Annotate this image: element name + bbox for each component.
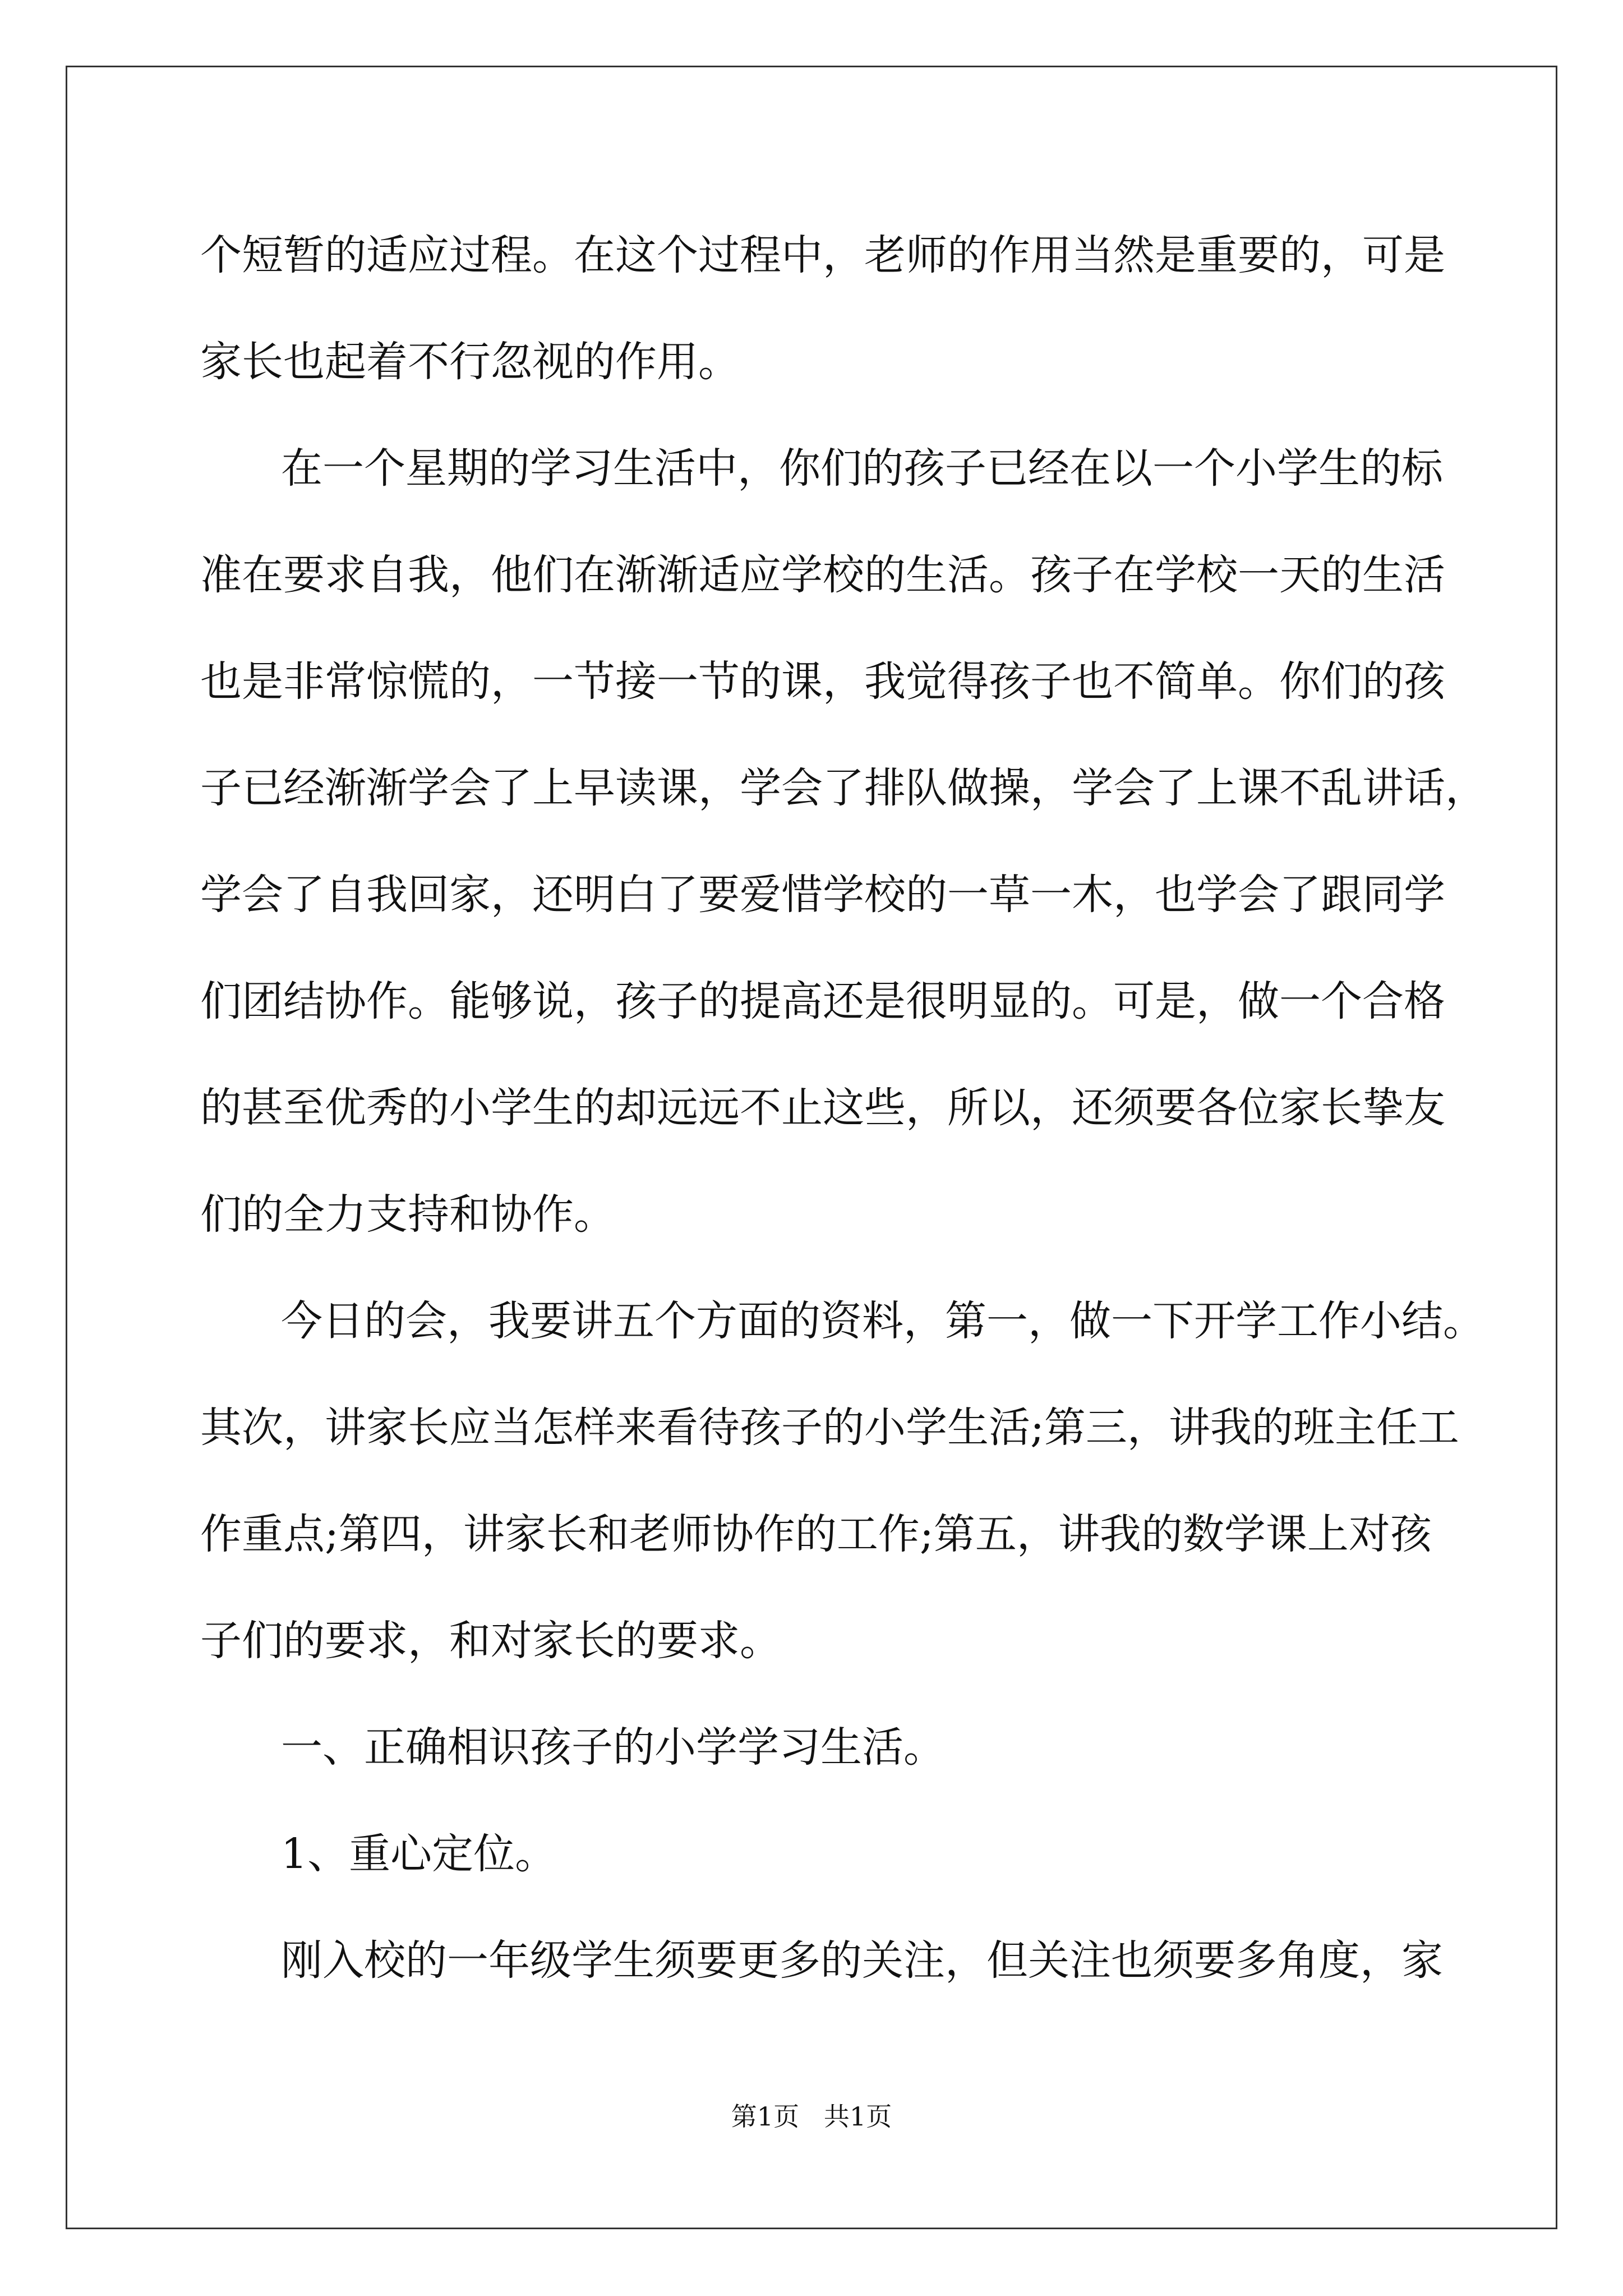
- text-line: 子已经渐渐学会了上早读课，学会了排队做操，学会了上课不乱讲话，: [200, 764, 1487, 812]
- text-line: 子们的要求，和对家长的要求。: [200, 1617, 781, 1665]
- text-line: 准在要求自我，他们在渐渐适应学校的生活。孩子在学校一天的生活: [200, 551, 1445, 599]
- text-line: 的甚至优秀的小学生的却远远不止这些，所以，还须要各位家长挚友: [200, 1084, 1445, 1132]
- page-number-footer: 第1页 共1页: [731, 2101, 892, 2132]
- text-line: 也是非常惊慌的，一节接一节的课，我觉得孩子也不简单。你们的孩: [200, 657, 1445, 706]
- text-line: 今日的会，我要讲五个方面的资料，第一，做一下开学工作小结。: [281, 1297, 1484, 1345]
- text-line: 个短暂的适应过程。在这个过程中，老师的作用当然是重要的，可是: [200, 231, 1445, 279]
- section-heading: 一、正确相识孩子的小学学习生活。: [281, 1723, 945, 1772]
- text-line: 们团结协作。能够说，孩子的提高还是很明显的。可是，做一个合格: [200, 977, 1445, 1025]
- text-line: 在一个星期的学习生活中，你们的孩子已经在以一个小学生的标: [281, 444, 1443, 493]
- text-line: 其次，讲家长应当怎样来看待孩子的小学生活;第三，讲我的班主任工: [200, 1404, 1459, 1452]
- text-line: 刚入校的一年级学生须要更多的关注，但关注也须要多角度，家: [281, 1936, 1443, 1985]
- text-line: 学会了自我回家，还明白了要爱惜学校的一草一木，也学会了跟同学: [200, 871, 1445, 919]
- subsection-heading: 1、重心定位。: [281, 1830, 557, 1878]
- text-line: 们的全力支持和协作。: [200, 1190, 615, 1239]
- text-line: 家长也起着不行忽视的作用。: [200, 338, 740, 386]
- document-body: [200, 202, 1487, 2014]
- text-line: 作重点;第四，讲家长和老师协作的工作;第五，讲我的数学课上对孩: [200, 1510, 1432, 1558]
